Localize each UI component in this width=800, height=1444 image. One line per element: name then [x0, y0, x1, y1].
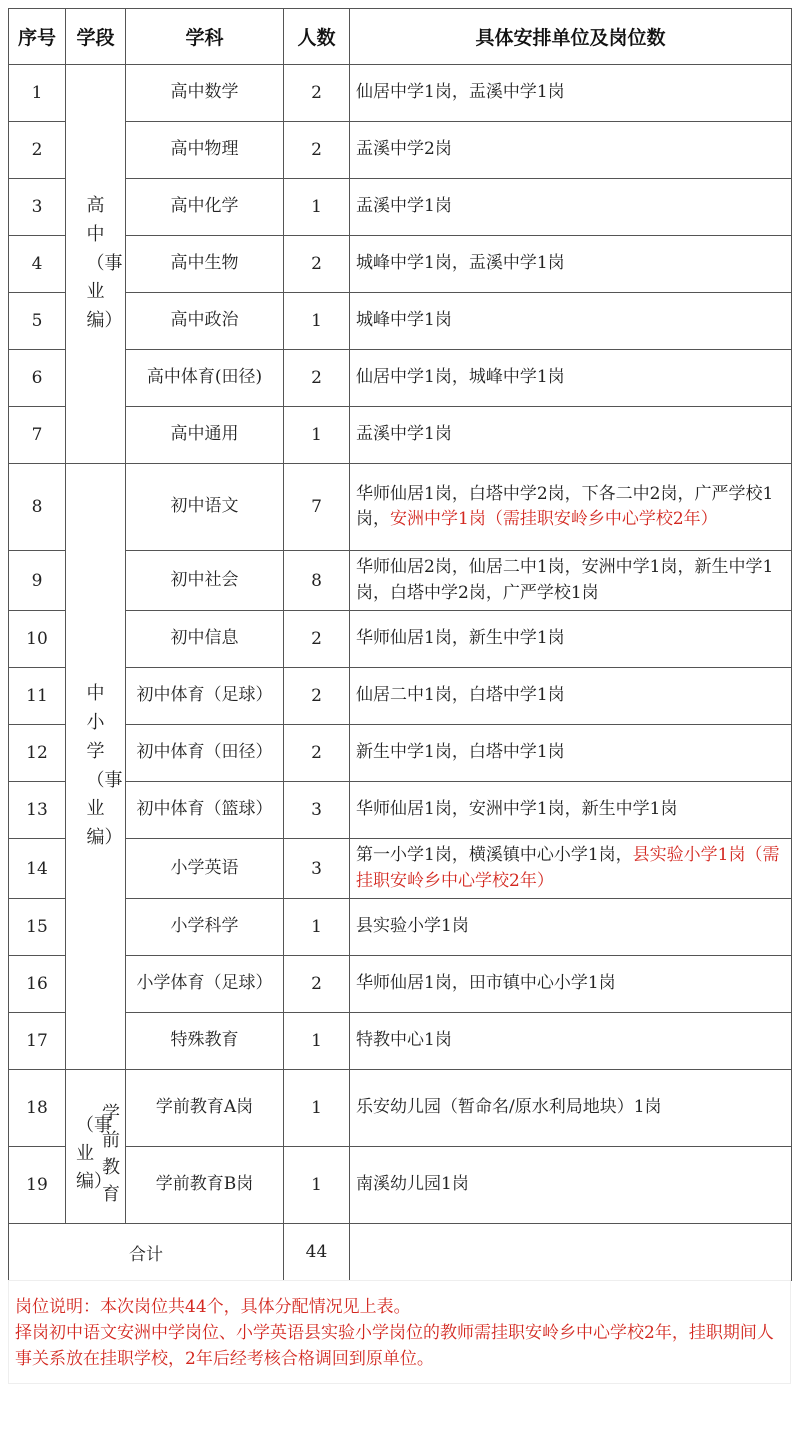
- stage-primary-middle: [66, 464, 126, 1070]
- units-text: 城峰中学1岗: [356, 310, 452, 331]
- row-seq: 12: [9, 725, 66, 782]
- header-seq: 序号: [9, 9, 66, 65]
- row-count: 1: [284, 899, 350, 956]
- table-row: [9, 899, 792, 956]
- row-subject: 高中政治: [126, 293, 284, 350]
- row-count: 2: [284, 350, 350, 407]
- row-seq: 10: [9, 611, 66, 668]
- table-row: [9, 839, 792, 899]
- units-text: 华师仙居2岗，仙居二中1岗，安洲中学1岗，新生中学1岗，白塔中学2岗，广严学校1岗: [356, 557, 774, 603]
- row-subject: 特殊教育: [126, 1013, 284, 1070]
- row-seq: 7: [9, 407, 66, 464]
- row-seq: 11: [9, 668, 66, 725]
- units-text-highlight: 安洲中学1岗（需挂职安岭乡中心学校2年）: [390, 509, 718, 529]
- row-count: 1: [284, 407, 350, 464]
- row-units: [350, 551, 792, 611]
- header-count: 人数: [284, 9, 350, 65]
- table-row: [9, 179, 792, 236]
- stage-label: 高中（事业编）: [86, 195, 123, 332]
- row-units: [350, 464, 792, 551]
- row-seq: 16: [9, 956, 66, 1013]
- units-text: 华师仙居1岗，新生中学1岗: [356, 628, 565, 649]
- position-note: [8, 1280, 791, 1384]
- row-subject: 小学体育（足球）: [126, 956, 284, 1013]
- units-text: 特教中心1岗: [356, 1030, 452, 1051]
- table-row: [9, 782, 792, 839]
- row-seq: 2: [9, 122, 66, 179]
- row-seq: 4: [9, 236, 66, 293]
- total-label: 合计: [9, 1224, 284, 1281]
- row-subject: 初中体育（篮球）: [126, 782, 284, 839]
- stage-label-category: （事业编）: [76, 1115, 112, 1192]
- row-subject: 初中社会: [126, 551, 284, 611]
- units-text: 新生中学1岗，白塔中学1岗: [356, 742, 565, 763]
- row-units: [350, 179, 792, 236]
- row-seq: 8: [9, 464, 66, 551]
- table-row: [9, 293, 792, 350]
- units-text: 南溪幼儿园1岗: [356, 1174, 469, 1195]
- row-seq: 5: [9, 293, 66, 350]
- header-units: 具体安排单位及岗位数: [350, 9, 792, 65]
- total-units-empty: [350, 1224, 792, 1281]
- row-subject: 学前教育B岗: [126, 1147, 284, 1224]
- table-row: [9, 611, 792, 668]
- row-seq: 14: [9, 839, 66, 899]
- row-subject: 学前教育A岗: [126, 1070, 284, 1147]
- row-seq: 17: [9, 1013, 66, 1070]
- row-count: 2: [284, 956, 350, 1013]
- table-row: [9, 551, 792, 611]
- table-row: [9, 65, 792, 122]
- row-units: [350, 782, 792, 839]
- row-count: 1: [284, 1013, 350, 1070]
- row-units: [350, 293, 792, 350]
- row-count: 3: [284, 839, 350, 899]
- units-text: 盂溪中学1岗: [356, 424, 452, 445]
- stage-label-preschool: 学前教育: [102, 1103, 120, 1205]
- row-count: 3: [284, 782, 350, 839]
- row-subject: 初中语文: [126, 464, 284, 551]
- row-units: [350, 668, 792, 725]
- table-row: [9, 1070, 792, 1147]
- note-line-2: 择岗初中语文安洲中学岗位、小学英语县实验小学岗位的教师需挂职安岭乡中心学校2年，挂职期间人事关系放在挂职学校，2年后经考核合格调回到原单位。: [15, 1322, 774, 1369]
- row-count: 1: [284, 1070, 350, 1147]
- units-text: 仙居中学1岗，城峰中学1岗: [356, 367, 565, 388]
- header-subject: 学科: [126, 9, 284, 65]
- total-row: [9, 1224, 792, 1281]
- row-count: 1: [284, 293, 350, 350]
- total-count: 44: [284, 1224, 350, 1281]
- row-subject: 高中物理: [126, 122, 284, 179]
- units-text: 县实验小学1岗: [356, 916, 469, 937]
- units-text: 盂溪中学1岗: [356, 196, 452, 217]
- table-row: [9, 464, 792, 551]
- row-units: [350, 1070, 792, 1147]
- table-row: [9, 236, 792, 293]
- row-units: [350, 122, 792, 179]
- row-count: 1: [284, 1147, 350, 1224]
- row-subject: 初中信息: [126, 611, 284, 668]
- table-row: [9, 725, 792, 782]
- row-subject: 初中体育（足球）: [126, 668, 284, 725]
- table-row: [9, 122, 792, 179]
- row-count: 8: [284, 551, 350, 611]
- row-units: [350, 407, 792, 464]
- units-text: 华师仙居1岗，安洲中学1岗，新生中学1岗: [356, 799, 678, 820]
- table-row: [9, 407, 792, 464]
- table-header-row: [9, 9, 792, 65]
- header-stage: 学段: [66, 9, 126, 65]
- row-units: [350, 350, 792, 407]
- row-units: [350, 65, 792, 122]
- table-row: [9, 956, 792, 1013]
- row-units: [350, 725, 792, 782]
- row-seq: 1: [9, 65, 66, 122]
- row-subject: 高中体育(田径): [126, 350, 284, 407]
- units-text: 华师仙居1岗，田市镇中心小学1岗: [356, 973, 616, 994]
- row-subject: 高中化学: [126, 179, 284, 236]
- row-subject: 高中数学: [126, 65, 284, 122]
- row-units: [350, 839, 792, 899]
- table-row: [9, 668, 792, 725]
- row-count: 2: [284, 122, 350, 179]
- note-line-1: 岗位说明：本次岗位共44个，具体分配情况见上表。: [15, 1297, 411, 1317]
- row-units: [350, 956, 792, 1013]
- table-row: [9, 1013, 792, 1070]
- row-subject: 高中通用: [126, 407, 284, 464]
- row-seq: 19: [9, 1147, 66, 1224]
- stage-preschool: [66, 1070, 126, 1224]
- table-row: [9, 350, 792, 407]
- row-units: [350, 1013, 792, 1070]
- job-allocation-table: [8, 8, 792, 1281]
- row-seq: 6: [9, 350, 66, 407]
- units-text: 仙居中学1岗，盂溪中学1岗: [356, 82, 565, 103]
- row-units: [350, 611, 792, 668]
- row-subject: 小学英语: [126, 839, 284, 899]
- table-row: [9, 1147, 792, 1224]
- row-units: [350, 236, 792, 293]
- stage-high-school: [66, 65, 126, 464]
- row-seq: 9: [9, 551, 66, 611]
- row-count: 2: [284, 668, 350, 725]
- row-count: 1: [284, 179, 350, 236]
- units-text: 仙居二中1岗，白塔中学1岗: [356, 685, 565, 706]
- units-text-highlight: 县实验小学1岗（需挂职安岭乡中心学校2年）: [356, 845, 780, 891]
- row-seq: 15: [9, 899, 66, 956]
- row-count: 2: [284, 236, 350, 293]
- row-seq: 3: [9, 179, 66, 236]
- row-subject: 初中体育（田径）: [126, 725, 284, 782]
- stage-label: 中小学（事业编）: [86, 683, 123, 849]
- row-units: [350, 899, 792, 956]
- row-count: 2: [284, 611, 350, 668]
- units-text: 乐安幼儿园（暂命名/原水利局地块）1岗: [356, 1097, 662, 1118]
- row-units: [350, 1147, 792, 1224]
- units-text: 华师仙居1岗，白塔中学2岗，下各二中2岗，广严学校1岗，: [356, 483, 774, 529]
- row-seq: 18: [9, 1070, 66, 1147]
- row-count: 2: [284, 725, 350, 782]
- row-seq: 13: [9, 782, 66, 839]
- units-text: 盂溪中学2岗: [356, 139, 452, 160]
- units-text: 城峰中学1岗，盂溪中学1岗: [356, 253, 565, 274]
- row-count: 2: [284, 65, 350, 122]
- units-text: 第一小学1岗，横溪镇中心小学1岗，: [356, 845, 633, 865]
- row-subject: 小学科学: [126, 899, 284, 956]
- row-count: 7: [284, 464, 350, 551]
- row-subject: 高中生物: [126, 236, 284, 293]
